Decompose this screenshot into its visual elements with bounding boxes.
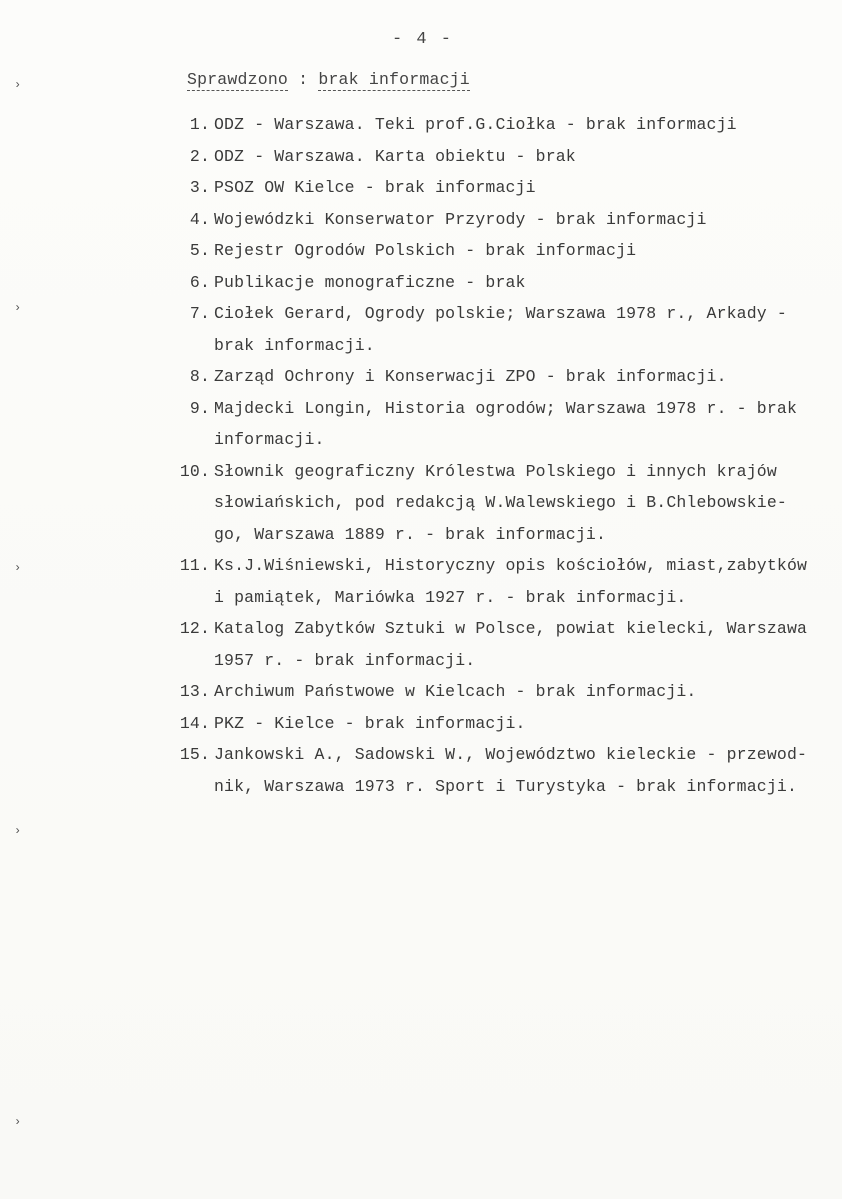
list-item-number: 3. <box>189 178 210 197</box>
list-item-number: 13. <box>179 682 210 701</box>
list-item-text-line: ODZ - Warszawa. Teki prof.G.Ciołka - brak informacji <box>214 115 737 134</box>
list-item-text-line: brak informacji. <box>214 335 375 355</box>
list-item-number: 12. <box>179 619 210 638</box>
list-item <box>170 235 820 267</box>
list-item-text-line: nik, Warszawa 1973 r. Sport i Turystyka - brak informacji. <box>214 776 797 796</box>
list-item-text-line: PSOZ OW Kielce - brak informacji <box>214 178 536 197</box>
list-item <box>170 109 820 141</box>
list-item-text-line: Ks.J.Wiśniewski, Historyczny opis kościołów, miast,zabytków <box>214 556 808 575</box>
list-item-text-line: i pamiątek, Mariówka 1927 r. - brak informacji. <box>214 587 687 607</box>
heading-label: Sprawdzono <box>187 70 289 89</box>
list-item-text-line: ODZ - Warszawa. Karta obiektu - brak <box>214 146 576 166</box>
list-item-text-line: informacji. <box>214 430 325 449</box>
binding-hole-mark: › <box>14 1115 22 1129</box>
binding-hole-mark: › <box>14 824 22 838</box>
list-item-text-line: Jankowski A., Sadowski W., Województwo kieleckie - przewod- <box>214 745 808 764</box>
list-item <box>170 708 820 740</box>
page-number: - 4 - <box>392 30 454 49</box>
list-item <box>170 676 820 708</box>
binding-hole-mark: › <box>14 78 22 92</box>
list-item-number: 10. <box>179 461 210 481</box>
list-item-number: 5. <box>189 241 210 260</box>
list-item-number: 11. <box>179 556 210 575</box>
list-item-text-line: Katalog Zabytków Sztuki w Polsce, powiat kielecki, Warszawa <box>214 619 808 638</box>
list-item <box>170 141 820 173</box>
list-item <box>170 361 820 393</box>
list-item-text-line: Archiwum Państwowe w Kielcach - brak informacji. <box>214 682 697 701</box>
heading-separator: : <box>288 70 319 89</box>
list-item-number: 1. <box>189 115 210 134</box>
list-item-number: 8. <box>189 367 210 386</box>
binding-hole-mark: › <box>14 561 22 575</box>
list-item <box>170 204 820 236</box>
list-item-text-line: słowiańskich, pod redakcją W.Walewskiego i B.Chlebowskie- <box>214 493 787 512</box>
binding-hole-mark: › <box>14 301 22 315</box>
list-item-text-line: Ciołek Gerard, Ogrody polskie; Warszawa 1978 r., Arkady - <box>214 304 787 323</box>
list-item-number: 7. <box>189 304 210 323</box>
list-item <box>170 298 820 361</box>
list-item <box>170 550 820 613</box>
list-item <box>170 172 820 204</box>
heading-value: brak informacji <box>318 70 470 89</box>
list-item <box>170 613 820 676</box>
list-item-text-line: Majdecki Longin, Historia ogrodów; Warszawa 1978 r. - brak <box>214 398 797 418</box>
list-item-text-line: Słownik geograficzny Królestwa Polskiego i innych krajów <box>214 461 777 481</box>
list-item-text-line: go, Warszawa 1889 r. - brak informacji. <box>214 524 607 544</box>
list-item-text-line: Publikacje monograficzne - brak <box>214 272 526 292</box>
heading <box>187 70 470 89</box>
list-item <box>170 267 820 299</box>
list-item-text-line: 1957 r. - brak informacji. <box>214 650 476 670</box>
list-item-text-line: PKZ - Kielce - brak informacji. <box>214 713 526 733</box>
list-item <box>170 393 820 456</box>
list-item-number: 15. <box>179 745 210 764</box>
list-item-number: 14. <box>179 713 210 733</box>
source-list <box>170 109 820 802</box>
list-item-number: 4. <box>189 209 210 229</box>
list-item-text-line: Rejestr Ogrodów Polskich - brak informacji <box>214 241 637 260</box>
list-item-number: 6. <box>189 272 210 292</box>
list-item-number: 9. <box>189 398 210 418</box>
list-item-text-line: Zarząd Ochrony i Konserwacji ZPO - brak informacji. <box>214 367 727 386</box>
list-item-number: 2. <box>189 146 210 166</box>
list-item-text-line: Wojewódzki Konserwator Przyrody - brak informacji <box>214 209 707 229</box>
list-item <box>170 456 820 551</box>
list-item <box>170 739 820 802</box>
